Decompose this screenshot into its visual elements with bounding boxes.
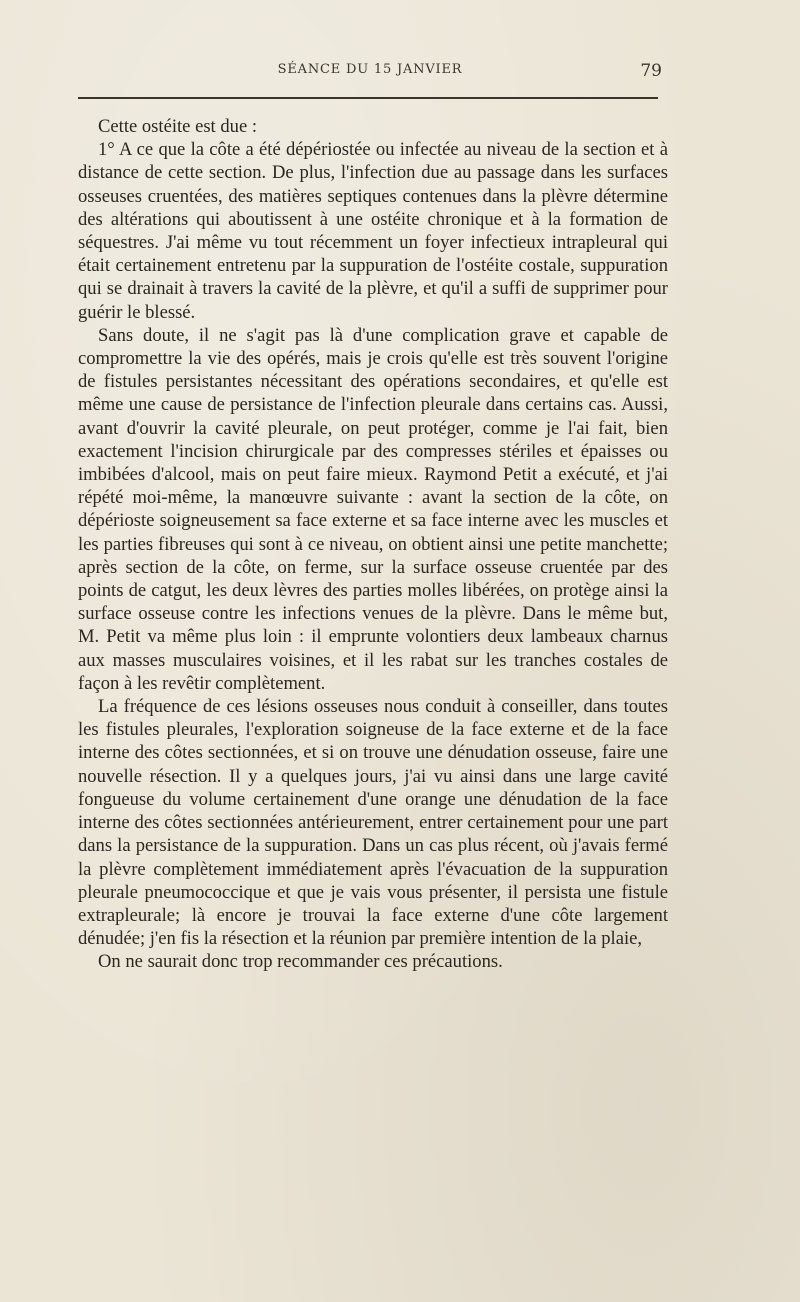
header-rule [78,97,658,99]
page-number: 79 [640,61,662,81]
paragraph: Sans doute, il ne s'agit pas là d'une complication grave et capable de compromettre la vie des opérés, mais je crois qu'elle est très souvent l'origine de fistules persistantes nécessitant des opérations secondaires, et qu'elle est même une cause de persistance de l'infection pleurale dans certains cas. Aussi, avant d'ouvrir la cavité pleurale, on peut protéger, comme je l'ai fait, bien exactement l'incision chirurgicale par des compresses stériles et épaisses ou imbibées d'alcool, mais on peut faire mieux. Raymond Petit a exécuté, et j'ai répété moi-même, la manœuvre suivante : avant la section de la côte, on dépérioste soigneusement sa face externe et sa face interne avec les muscles et les parties fibreuses qui sont à ce niveau, on obtient ainsi une petite manchette; après section de la côte, on ferme, sur la surface osseuse cruentée par des points de catgut, les deux lèvres des parties molles libérées, on protège ainsi la surface osseuse contre les infections venues de la plèvre. Dans le même but, M. Petit va même plus loin : il emprunte volontiers deux lambeaux charnus aux masses musculaires voisines, et il les rabat sur les tranches costales de façon à les revêtir complètement. [78,324,668,694]
paragraph: Cette ostéite est due : [98,116,258,137]
running-title: SÉANCE DU 15 JANVIER [277,62,463,77]
running-head [78,62,662,84]
paragraph: 1° A ce que la côte a été dépériostée ou infectée au niveau de la section et à distance de cette section. De plus, l'infection due au passage dans les surfaces osseuses cruentées, des matières septiques contenues dans la plèvre détermine des altérations qui aboutissent à une ostéite chronique et à la formation de séquestres. J'ai même vu tout récemment un foyer infectieux intrapleural qui était certainement entretenu par la suppuration de l'ostéite costale, suppuration qui se drainait à travers la cavité de la plèvre, et qu'il a suffi de supprimer pour guérir le blessé. [78,139,668,323]
body-text [78,115,668,974]
paragraph: La fréquence de ces lésions osseuses nous conduit à conseiller, dans toutes les fistules pleurales, l'exploration soigneuse de la face externe et de la face interne des côtes sectionnées, et si on trouve une dénudation osseuse, faire une nouvelle résection. Il y a quelques jours, j'ai vu ainsi dans une large cavité fongueuse du volume certainement d'une orange une dénudation de la face interne des côtes sectionnées antérieurement, entrer certainement pour une part dans la persistance de la suppuration. Dans un cas plus récent, où j'avais fermé la plèvre complètement immédiatement après l'évacuation de la suppuration pleurale pneumococcique et que je vais vous présenter, il persista une fistule extrapleurale; là encore je trouvai la face externe d'une côte largement dénudée; j'en fis la résection et la réunion par première intention de la plaie, [78,696,668,950]
paragraph: On ne saurait donc trop recommander ces précautions. [98,951,503,973]
